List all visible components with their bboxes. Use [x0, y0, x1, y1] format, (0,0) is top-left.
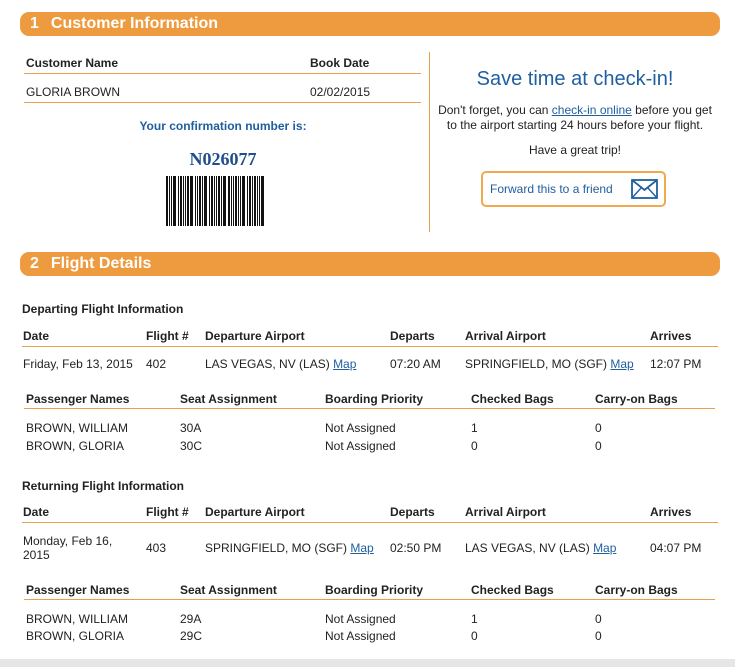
checkin-text-after: before you get to the airport starting 24 hours before your flight. [446, 103, 712, 132]
barcode-bar [233, 176, 234, 226]
carryon-bags: 0 [595, 612, 602, 626]
barcode-bar [254, 176, 256, 226]
customer-name: GLORIA BROWN [26, 85, 121, 99]
departure-airport-header: Departure Airport [205, 329, 305, 343]
barcode-bar [183, 176, 184, 226]
barcode-bar [249, 176, 251, 226]
passenger-name: BROWN, GLORIA [26, 439, 125, 453]
checkin-text-before: Don't forget, you can [438, 103, 552, 117]
boarding-priority: Not Assigned [325, 629, 396, 643]
barcode-bar [187, 176, 189, 226]
barcode-bar [252, 176, 253, 226]
boarding-priority-header: Boarding Priority [325, 583, 424, 597]
carryon-bags: 0 [595, 439, 602, 453]
date-header: Date [23, 505, 50, 519]
barcode-bar [240, 176, 241, 226]
departing-flight-title: Departing Flight Information [22, 302, 184, 316]
arrives-header: Arrives [650, 329, 692, 343]
barcode-bar [199, 176, 201, 226]
barcode-bar [209, 176, 210, 226]
seat-assignment: 29A [180, 612, 202, 626]
returning-arrives-time: 04:07 PM [650, 541, 702, 555]
forward-label: Forward this to a friend [490, 182, 613, 196]
airport-name: LAS VEGAS, NV (LAS) [205, 357, 330, 371]
date-header: Date [23, 329, 50, 343]
checkin-text [432, 103, 718, 133]
barcode-bar [166, 176, 168, 226]
barcode-bar [242, 176, 245, 226]
barcode-bar [204, 176, 207, 226]
boarding-priority-header: Boarding Priority [325, 392, 424, 406]
barcode-bar [257, 176, 258, 226]
confirmation-label: Your confirmation number is: [139, 119, 307, 133]
arrival-airport-header: Arrival Airport [465, 329, 546, 343]
departing-arrives-time: 12:07 PM [650, 357, 702, 371]
barcode-bar [259, 176, 260, 226]
airport-name: LAS VEGAS, NV (LAS) [465, 541, 590, 555]
divider [24, 408, 715, 409]
barcode-bar [171, 176, 172, 226]
barcode-bar [221, 176, 222, 226]
departing-arrival-airport [465, 357, 634, 371]
barcode-bar [169, 176, 170, 226]
boarding-priority: Not Assigned [325, 612, 396, 626]
departing-departure-airport [205, 357, 356, 371]
date-line: Monday, Feb 16, [23, 534, 113, 548]
passenger-name: BROWN, WILLIAM [26, 421, 129, 435]
confirmation-number: N026077 [189, 149, 257, 169]
barcode-bar [214, 176, 215, 226]
barcode-bar [238, 176, 239, 226]
customer-info-section-header [20, 12, 720, 36]
returning-flight-title: Returning Flight Information [22, 479, 184, 493]
divider [24, 599, 715, 600]
passenger-name: BROWN, WILLIAM [26, 612, 129, 626]
barcode-bar [235, 176, 237, 226]
barcode-bar [216, 176, 217, 226]
envelope-icon [631, 178, 658, 200]
arrival-airport-header: Arrival Airport [465, 505, 546, 519]
passenger-names-header: Passenger Names [26, 392, 130, 406]
seat-assignment-header: Seat Assignment [180, 583, 277, 597]
map-link[interactable]: Map [350, 541, 374, 555]
book-date: 02/02/2015 [310, 85, 371, 99]
returning-arrival-airport [465, 541, 616, 555]
arrives-header: Arrives [650, 505, 692, 519]
barcode-bar [228, 176, 230, 226]
map-link[interactable]: Map [333, 357, 357, 371]
divider [24, 73, 421, 74]
barcode-bar [218, 176, 220, 226]
barcode-bar [195, 176, 196, 226]
carryon-bags-header: Carry-on Bags [595, 392, 678, 406]
barcode-bar [180, 176, 182, 226]
barcode-bar [247, 176, 248, 226]
checked-bags: 1 [471, 612, 478, 626]
forward-to-friend-button[interactable] [481, 171, 666, 207]
departing-flight-number: 402 [146, 357, 167, 371]
checked-bags: 0 [471, 629, 478, 643]
barcode-bar [261, 176, 264, 226]
checked-bags: 1 [471, 421, 478, 435]
seat-assignment: 30C [180, 439, 203, 453]
airport-name: SPRINGFIELD, MO (SGF) [205, 541, 348, 555]
flight-number-header: Flight # [146, 329, 189, 343]
returning-date [23, 534, 112, 562]
flight-details-section-header [20, 252, 720, 276]
checked-bags-header: Checked Bags [471, 583, 554, 597]
flight-number-header: Flight # [146, 505, 189, 519]
barcode-bar [202, 176, 203, 226]
returning-departs-time: 02:50 PM [390, 541, 442, 555]
divider [22, 522, 718, 523]
divider [24, 102, 421, 103]
barcode-bar [178, 176, 179, 226]
barcode-bar [173, 176, 176, 226]
returning-departure-airport [205, 541, 374, 555]
barcode-bar [211, 176, 213, 226]
barcode-icon [166, 176, 280, 226]
checkin-title: Save time at check-in! [476, 68, 674, 90]
checked-bags-header: Checked Bags [471, 392, 554, 406]
departure-airport-header: Departure Airport [205, 505, 305, 519]
bottom-edge [0, 659, 735, 667]
map-link[interactable]: Map [610, 357, 634, 371]
departing-departs-time: 07:20 AM [390, 357, 441, 371]
divider [22, 346, 718, 347]
customer-name-header: Customer Name [26, 56, 119, 70]
date-line: 2015 [23, 548, 50, 562]
departs-header: Departs [390, 329, 435, 343]
barcode-bar [197, 176, 198, 226]
departs-header: Departs [390, 505, 435, 519]
passenger-name: BROWN, GLORIA [26, 629, 125, 643]
section-title: Flight Details [50, 255, 152, 272]
barcode-bar [190, 176, 193, 226]
section-number: 1 [30, 15, 39, 32]
section-number: 2 [30, 255, 39, 272]
map-link[interactable]: Map [593, 541, 617, 555]
book-date-header: Book Date [310, 56, 370, 70]
seat-assignment: 29C [180, 629, 203, 643]
section-title: Customer Information [50, 15, 219, 32]
returning-flight-number: 403 [146, 541, 167, 555]
carryon-bags: 0 [595, 421, 602, 435]
departing-date: Friday, Feb 13, 2015 [23, 357, 133, 371]
barcode-bar [231, 176, 232, 226]
checkin-online-link[interactable]: check-in online [551, 103, 632, 117]
barcode-bar [185, 176, 186, 226]
carryon-bags: 0 [595, 629, 602, 643]
seat-assignment-header: Seat Assignment [180, 392, 277, 406]
trip-text: Have a great trip! [528, 143, 622, 157]
boarding-priority: Not Assigned [325, 439, 396, 453]
carryon-bags-header: Carry-on Bags [595, 583, 678, 597]
checked-bags: 0 [471, 439, 478, 453]
seat-assignment: 30A [180, 421, 202, 435]
barcode-bar [223, 176, 226, 226]
boarding-priority: Not Assigned [325, 421, 396, 435]
passenger-names-header: Passenger Names [26, 583, 130, 597]
airport-name: SPRINGFIELD, MO (SGF) [465, 357, 608, 371]
